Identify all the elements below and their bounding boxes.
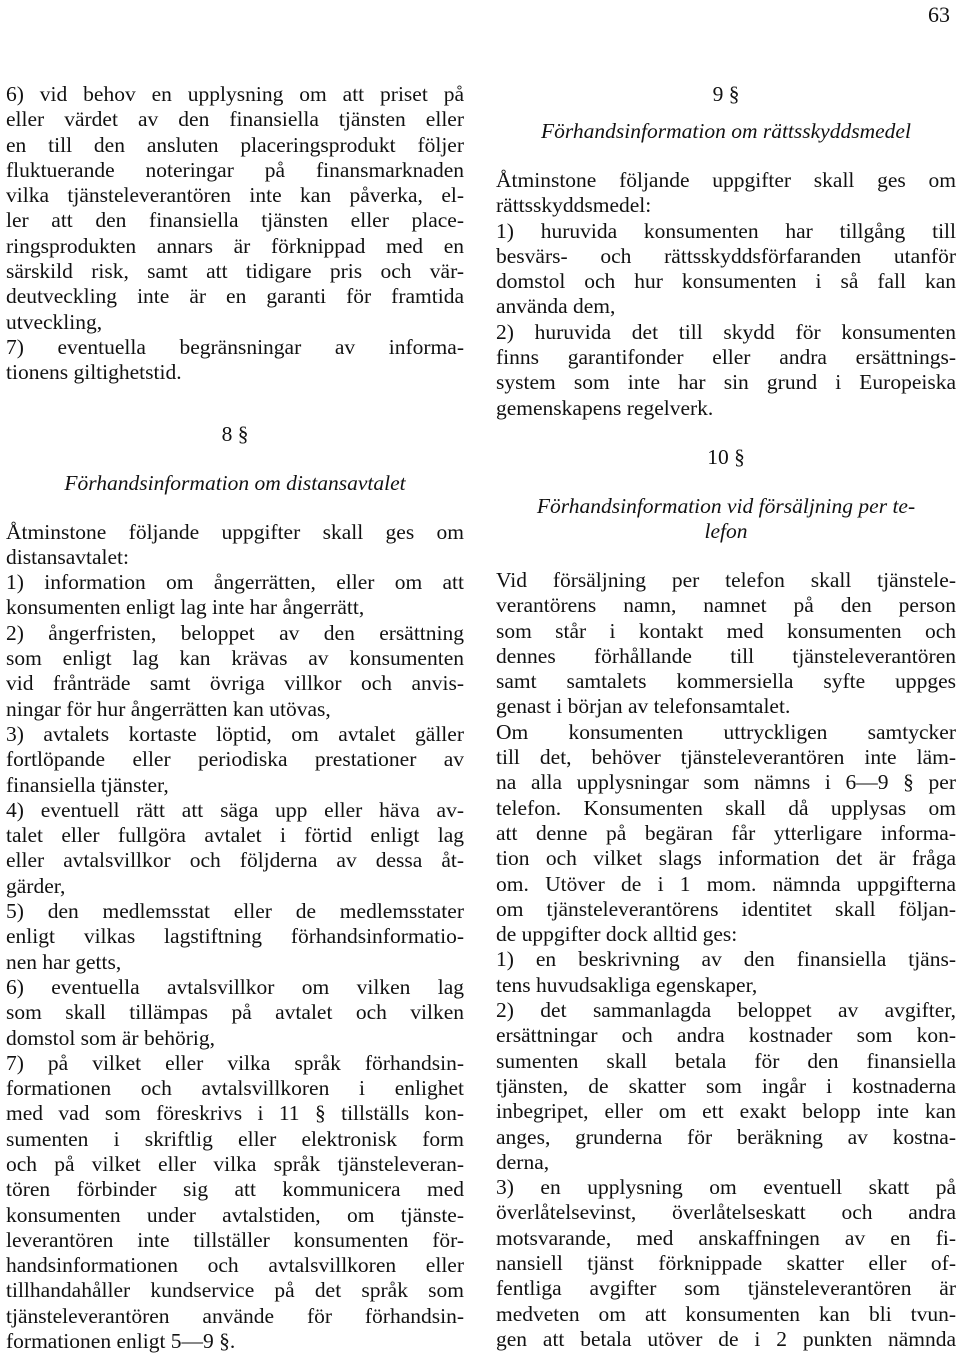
text-line: 7) på vilket eller vilka språk förhandsin- [6, 1050, 464, 1075]
text-line: fluktuerande noteringar på finansmarknaden [6, 157, 464, 182]
text-line: nansiell tjänst förknippade skatter eller of- [496, 1250, 956, 1275]
text-line: vilka tjänsteleverantören inte kan påverka, el- [6, 183, 464, 208]
text-line: och på vilket eller vilka språk tjänsteleveran- [6, 1151, 464, 1176]
text-line: vid frånträde samt övriga villkor och anvis- [6, 671, 464, 696]
text-line: talet eller fullgöra avtalet i förtid enligt lag [6, 823, 464, 848]
text-line: 3) en upplysning om eventuell skatt på [496, 1175, 956, 1200]
section-9-title: Förhandsinformation om rättsskyddsmedel [541, 119, 911, 143]
text-line: 7) eventuella begränsningar av informa- [6, 334, 464, 359]
text-line: besvärs- och rättsskyddsförfaranden utanför [496, 243, 956, 268]
section-9-number: 9 § [712, 82, 740, 106]
text-line: finns garantifonder eller andra ersättnings- [496, 345, 956, 370]
text-line: särskild risk, samt att tidigare pris och vär- [6, 259, 464, 284]
section-8-body [6, 520, 464, 1355]
text-line: utveckling, [6, 309, 103, 334]
text-line: tjänsteleverantören använde för förhandsin- [6, 1303, 464, 1328]
text-line: 2) huruvida det till skydd för konsumenten [496, 319, 956, 344]
text-line: om tjänsteleverantörens identitet skall följan- [496, 896, 956, 921]
text-line: Åtminstone följande uppgifter skall ges om [6, 519, 464, 544]
text-line: tionens giltighetstid. [6, 360, 182, 385]
text-line: formationen enligt 5—9 §. [6, 1329, 236, 1354]
text-line: 1) information om ångerrätten, eller om att [6, 570, 464, 595]
text-line: rättsskyddsmedel: [496, 193, 652, 218]
title-line: lefon [704, 518, 748, 543]
text-line: sumenten i skriftlig eller elektronisk form [6, 1126, 464, 1151]
text-line: 6) eventuella avtalsvillkor om vilken lag [6, 974, 464, 999]
section-8-title: Förhandsinformation om distansavtalet [64, 470, 406, 495]
left-column [6, 82, 464, 1354]
text-line: dennes förhållande till tjänsteleverantören [496, 643, 956, 668]
text-line: domstol som är behörig, [6, 1025, 216, 1050]
text-line: motsvarande, med anskaffningen av en fi- [496, 1225, 956, 1250]
text-line: ningar för hur ångerrätten kan utövas, [6, 696, 331, 721]
text-line: de uppgifter dock alltid ges: [496, 922, 738, 947]
section-8-number: 8 § [221, 421, 249, 446]
text-line: derna, [496, 1149, 550, 1174]
text-line: Åtminstone följande uppgifter skall ges om [496, 168, 956, 192]
text-line: Vid försäljning per telefon skall tjänstele- [496, 567, 956, 592]
text-line: 2) det sammanlagda beloppet av avgifter, [496, 998, 956, 1023]
text-line: telefon. Konsumenten skall då upplysas om [496, 795, 956, 820]
text-line: tören förbinder sig att kommunicera med [6, 1177, 464, 1202]
text-line: 5) den medlemsstat eller de medlemsstater [6, 899, 464, 924]
text-line: finansiella tjänster, [6, 772, 169, 797]
text-line: system som inte har sin grund i Europeiska [496, 370, 956, 395]
text-line: samt samtalets kommersiella syfte uppges [496, 669, 956, 694]
text-line: som skall tillämpas på avtalet och vilken [6, 1000, 464, 1025]
text-line: en till den ansluten placeringsprodukt följer [6, 132, 464, 157]
text-line: formationen och avtalsvillkoren i enlighet [6, 1076, 464, 1101]
text-line: 1) huruvida konsumenten har tillgång till [496, 218, 956, 243]
section-10-body [496, 568, 956, 1352]
section-10-number: 10 § [707, 444, 745, 469]
text-line: ringsprodukten annars är förknippad med en [6, 233, 464, 258]
text-line: om. Utöver de i 1 mom. nämnda uppgifterna [496, 871, 956, 896]
title-line: Förhandsinformation vid försäljning per te- [536, 493, 916, 518]
text-line: ler att den finansiella tjänsten eller place- [6, 208, 464, 233]
text-line: inbegripet, eller om ett exakt belopp inte kan [496, 1099, 956, 1124]
text-line: verantörens namn, namnet på den person [496, 593, 956, 618]
text-line: till det, behöver tjänsteleverantören inte läm- [496, 745, 956, 770]
text-line: som enligt lag kan krävas av konsumenten [6, 646, 464, 671]
text-line: eller avtalsvillkor och följderna av dessa åt- [6, 848, 464, 873]
text-line: 1) en beskrivning av den finansiella tjäns- [496, 947, 956, 972]
text-line: gemenskapens regelverk. [496, 395, 714, 420]
text-line: tion och vilket slags information det är fråga [496, 846, 956, 871]
text-line: 3) avtalets kortaste löptid, om avtalet gäller [6, 721, 464, 746]
text-line: na alla upplysningar som nämns i 6—9 § per [496, 770, 956, 795]
text-line: domstol och hur konsumenten i så fall kan [496, 269, 956, 294]
right-column [496, 82, 956, 1352]
section-9-body [496, 168, 956, 421]
text-line: gärder, [6, 873, 66, 898]
text-line: konsumenten under avtalstiden, om tjänste- [6, 1202, 464, 1227]
text-line: eller värdet av den finansiella tjänsten eller [6, 107, 464, 132]
text-line: att denne på begäran får ytterligare informa- [496, 820, 956, 845]
text-line: överlåtelsevinst, överlåtelseskatt och andra [496, 1200, 956, 1225]
text-line: 2) ångerfristen, beloppet av den ersättning [6, 620, 464, 645]
text-line: tillhandahåller kundservice på det språk som [6, 1278, 464, 1303]
text-line: tjänsten, de skatter som ingår i kostnaderna [496, 1073, 956, 1098]
text-line: deutveckling inte är en garanti för framtida [6, 284, 464, 309]
text-line: 4) eventuell rätt att säga upp eller häva av- [6, 797, 464, 822]
intro-paragraph [6, 82, 464, 386]
text-line: leverantören inte tillställer konsumenten för- [6, 1227, 464, 1252]
text-line: gen att betala utöver de i 2 punkten nämnda [496, 1326, 956, 1351]
text-line: sumenten skall betala för den finansiella [496, 1048, 956, 1073]
section-10-title [496, 494, 956, 544]
text-line: anges, grunderna för beräkning av kostna- [496, 1124, 956, 1149]
text-line: distansavtalet: [6, 544, 129, 569]
text-line: 6) vid behov en upplysning om att priset på [6, 82, 464, 106]
text-line: som står i kontakt med konsumenten och [496, 618, 956, 643]
text-line: genast i början av telefonsamtalet. [496, 694, 791, 719]
text-line: fortlöpande eller periodiska prestationer av [6, 747, 464, 772]
text-line: ersättningar och andra kostnader som kon- [496, 1023, 956, 1048]
text-line: nen har getts, [6, 949, 122, 974]
page-number: 63 [928, 2, 950, 27]
text-line: Om konsumenten uttryckligen samtycker [496, 719, 956, 744]
text-line: använda dem, [496, 294, 616, 319]
text-line: konsumenten enligt lag inte har ångerrätt, [6, 595, 365, 620]
text-line: handsinformationen och avtalsvillkoren eller [6, 1253, 464, 1278]
text-line: fentliga avgifter som tjänsteleverantören är [496, 1276, 956, 1301]
text-line: medveten om att konsumenten kan bli tvun- [496, 1301, 956, 1326]
text-line: tens huvudsakliga egenskaper, [496, 972, 758, 997]
text-line: enligt vilkas lagstiftning förhandsinformatio- [6, 924, 464, 949]
text-line: med vad som föreskrivs i 11 § tillställs kon- [6, 1101, 464, 1126]
